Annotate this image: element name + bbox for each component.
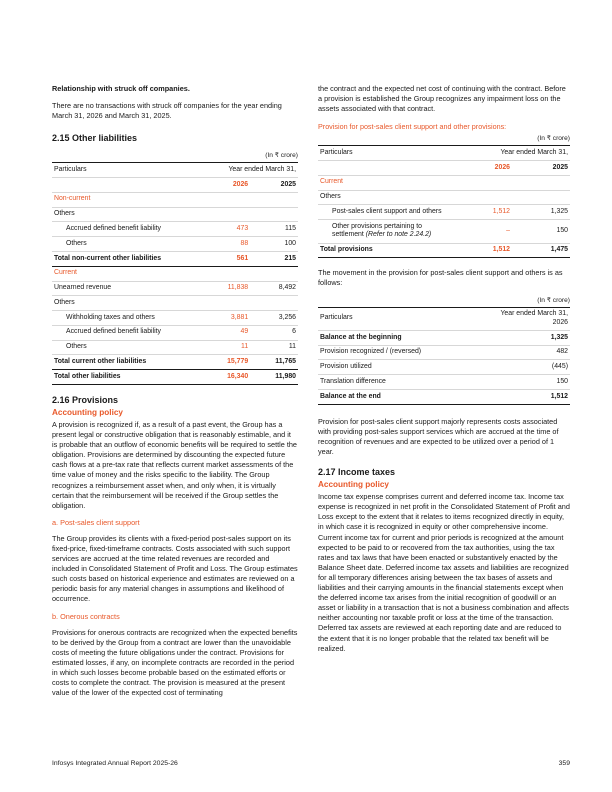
movement-text: The movement in the provision for post-sales client support and others is as follows: xyxy=(318,268,563,288)
table-row: Accrued defined benefit liability 473 115 xyxy=(52,222,298,237)
table-row: Others 11 11 xyxy=(52,340,298,355)
table-row: Provision utilized (445) xyxy=(318,360,570,375)
other-liabilities-title: 2.15 Other liabilities xyxy=(52,133,138,144)
accounting-policy-heading: Accounting policy xyxy=(318,480,389,490)
note-reference: (Refer to note 2.24.2) xyxy=(365,231,432,239)
subheading-post-sales: a. Post-sales client support xyxy=(52,517,140,527)
year-2026: 2026 xyxy=(454,161,512,176)
struck-heading: Relationship with struck off companies. xyxy=(52,84,190,93)
table-row: Translation difference 150 xyxy=(318,375,570,390)
post-sales-note: Provision for post-sales client support majorly represents costs associated with providing post-sales support services which are accrued at the time of recognition of revenues and are expected to be utilized over a period of 1 year. xyxy=(318,416,559,457)
table-row: Unearned revenue 11,838 8,492 xyxy=(52,281,298,296)
group-others: Others xyxy=(318,190,570,205)
col-particulars: Particulars xyxy=(52,163,202,178)
col-year-ended: Year ended March 31, xyxy=(454,146,570,161)
col-year-ended: Year ended March 31, xyxy=(202,163,298,178)
table-row: Others 88 100 xyxy=(52,237,298,252)
page-number: 359 xyxy=(558,760,570,767)
provisions-title: 2.16 Provisions xyxy=(52,395,119,405)
right-column xyxy=(318,84,570,661)
col-particulars: Particulars xyxy=(318,307,496,330)
table-row: Withholding taxes and others 3,881 3,256 xyxy=(52,311,298,326)
table-row: Accrued defined benefit liability 49 6 xyxy=(52,325,298,340)
subheading-onerous: b. Onerous contracts xyxy=(52,611,120,621)
section-noncurrent: Non-current xyxy=(52,192,298,207)
unit-label: (In ₹ crore) xyxy=(537,296,570,304)
col-year-ended: Year ended March 31, 2026 xyxy=(496,307,570,330)
total-row: Total non-current other liabilities 561 215 xyxy=(52,251,298,266)
income-taxes-title: 2.17 Income taxes xyxy=(318,467,396,478)
table-row: Balance at the beginning 1,325 xyxy=(318,330,570,345)
col-particulars: Particulars xyxy=(318,146,454,161)
table-row: Provision recognized / (reversed) 482 xyxy=(318,345,570,360)
table-row: Post-sales client support and others 1,512 1,325 xyxy=(318,205,570,220)
section-current: Current xyxy=(52,266,298,281)
year-2025: 2025 xyxy=(250,178,298,193)
unit-label: (In ₹ crore) xyxy=(537,135,570,143)
struck-text: There are no transactions with struck off companies for the year ending March 31, 2026 and March 31, 2025. xyxy=(52,101,282,121)
year-2025: 2025 xyxy=(512,161,570,176)
footer-report-title: Infosys Integrated Annual Report 2025-26 xyxy=(52,760,178,767)
onerous-text: Provisions for onerous contracts are recognized when the expected benefits to be derived by the Group from a contract are lower than the unavoidable costs of meeting the future obligations under the contract. Provisions for estimated losses, if any, on incomplete contracts are recorded in the period in which such losses become probable based on the estimated efforts or costs to complete the contract. The provision is measured at the present value of the lower of the expected cost of terminating xyxy=(52,627,298,698)
left-column xyxy=(52,84,298,705)
grand-total-row: Total other liabilities 16,340 11,980 xyxy=(52,370,298,385)
row-label: Other provisions pertaining to settlement xyxy=(332,222,423,239)
total-row: Total current other liabilities 15,779 11,765 xyxy=(52,355,298,370)
group-others: Others xyxy=(52,207,298,222)
provisions-text: A provision is recognized if, as a result of a past event, the Group has a present legal or constructive obligation that is reasonably estimable, and it is probable that an outflow of economic benefits will be required to settle the obligation. Provisions are determined by discounting the expected future cash flows at a pre-tax rate that reflects current market assessments of the time value of money and the risks specific to the liability. The Group recognizes a reimbursement asset when, and only when, it is virtually certain that the reimbursement will be received if the Group settles the obligation. xyxy=(52,420,297,510)
table-row: Balance at the end 1,512 xyxy=(318,390,570,405)
movement-table xyxy=(318,307,570,405)
provision-table-caption: Provision for post-sales client support and other provisions: xyxy=(318,122,507,132)
year-2026: 2026 xyxy=(202,178,251,193)
accounting-policy-heading: Accounting policy xyxy=(52,408,123,417)
post-sales-text: The Group provides its clients with a fixed-period post-sales support on its fixed-price, fixed-timeframe contracts. Costs associated with such support services are accrued at the time related revenues are recorded and included in Consolidated Statement of Profit and Loss. The Group estimates such costs based on historical experience and estimates are reviewed on a periodic basis for any material changes in assumptions and likelihood of occurrence. xyxy=(52,533,298,604)
group-others: Others xyxy=(52,296,298,311)
total-row: Total provisions 1,512 1,475 xyxy=(318,243,570,258)
other-liabilities-table xyxy=(52,162,298,385)
unit-label: (In ₹ crore) xyxy=(265,152,298,160)
continued-text: the contract and the expected net cost of continuing with the contract. Before a provision is established the Group recognizes any impairment loss on the assets associated with that contract. xyxy=(318,84,566,114)
section-current: Current xyxy=(318,175,570,190)
income-tax-text: Income tax expense comprises current and deferred income tax. Income tax expense is recognized in net profit in the Consolidated Statement of Profit and Loss except to the extent that it relates to items recognized directly in equity, in which case it is recognized in equity or other comprehensive income. Current income tax for current and prior periods is recognized at the amount expected to be paid to or recovered from the tax authorities, using the tax rates and tax laws that have been enacted or substantively enacted by the Balance Sheet date. Deferred income tax assets and liabilities are recognized for all temporary differences arising between the tax bases of assets and liabilities and their carrying amounts in the financial statements except when the deferred income tax arises from the initial recognition of goodwill or an asset or liability in a transaction that is not a business combination and affects neither accounting nor taxable profit or loss at the time of the transaction. Deferred tax assets are reviewed at each reporting date and are reduced to the extent that it is no longer probable that the related tax benefit will be realized. xyxy=(318,492,570,653)
table-row: Other provisions pertaining to settlement (Refer to note 2.24.2) – 150 xyxy=(318,220,570,243)
provisions-table xyxy=(318,145,570,258)
